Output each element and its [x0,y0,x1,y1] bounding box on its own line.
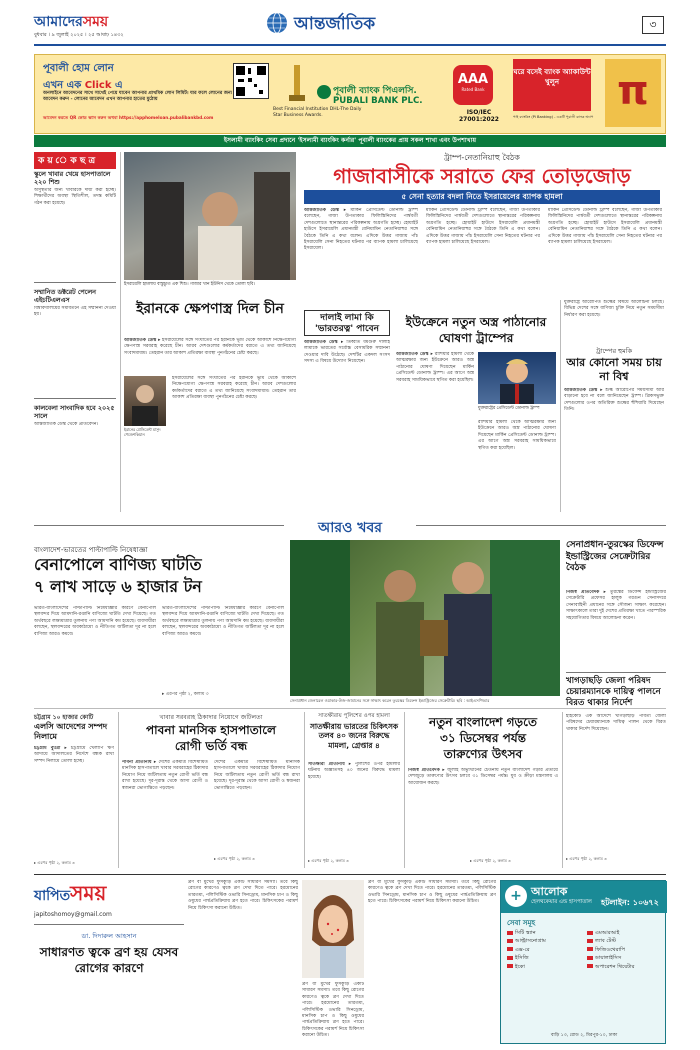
japito-panel [34,880,184,1040]
sidebar-item [34,404,116,512]
sidebar-item-body: বিশ্ববিদ্যালয়ের সমাবর্তনে এই সম্মাননা দেওয়া হয়। [34,306,116,318]
sidebar-item-title: স্কুলে খাবার খেয়ে হাসপাতালে ২২০ শিশু [34,170,111,186]
lead-body-columns [304,208,664,292]
sidebar-item-body: অসুস্থতার জন্য খাবারকে দায়ী করা হচ্ছে। শিক্ষার্থীদের অবস্থা স্থিতিশীল, তদন্ত কমিটি গঠন করা হয়েছে। [34,188,116,206]
service-item: ফিজিওথেরাপি [587,946,661,954]
section-rule-right [416,525,666,526]
award-text: Best Financial Institution DHL-The Daily Star Business Awards. [273,107,362,118]
pubali-ad[interactable] [34,54,666,134]
masthead-rule [34,44,666,46]
hospital-services-label: সেবা সমূহ [507,919,536,927]
japito-brand-b: সময় [70,881,107,905]
sidebar-label: ক য় ে ক ছ ত্র [34,152,116,169]
column-rule [304,712,305,868]
satkhira-continue[interactable]: ▸ এরপর পৃষ্ঠা ২, কলাম ৩ [308,858,349,863]
ctg-kicker: চট্টগ্রাম ১০ হাজার কোটি [34,714,94,721]
sidebar [34,152,116,512]
pi-app-icon: π [605,59,661,127]
right-body: যুক্তরাষ্ট্রে আরোপিত শুল্কের বিষয়ে আলোচনা চলছে। বিভিন্ন দেশের সঙ্গে বাণিজ্য চুক্তি নিয়ে নতুন সময়সীমা নির্ধারণ করা হয়েছে। [564,300,664,318]
right-body2: আন্তর্জাতিক ডেস্ক ▸ শুল্ক আরোপের সময়সীমা আর বাড়ানো হবে না বলে জানিয়েছেন ট্রাম্প। ব্রিকসভুক্ত দেশগুলোর ওপর অতিরিক্ত শুল্কের হুঁশিয়ারি দিয়েছেন তিনি। [564,388,664,413]
bank-name-en: PUBALI BANK PLC. [333,96,423,106]
right-kicker: ট্রাম্পের হুমকি [596,347,632,355]
ad-headline: পূবালী হোম লোন এখন এক Click এ [43,63,123,91]
pabna-body-col2: দেশের একমাত্র বিশেষায়িত মানসিক হাসপাতালে খাবার সরবরাহের ঠিকাদার নিয়োগ নিয়ে জটিলতায় নতুন রোগী ভর্তি বন্ধ রাখা হয়েছে। দূর-দূরান্ত থেকে আসা রোগী ও স্বজনরা ভোগান্তিতে পড়ছেন। [214,760,300,791]
youth-headline-b: ৩১ ডিসেম্বর পর্যন্ত [440,731,526,745]
section-2-title: আরও খবর [318,520,382,536]
column-rule [118,712,119,868]
lead-kicker: ট্রাম্প-নেতানিয়াহু বৈঠক [444,153,520,162]
pabna-headline-a: পাবনা মানসিক হাসপাতালে [146,723,276,737]
award-trophy-icon [285,61,309,103]
satkhira-body: সাতক্ষীরা প্রতিনিধি ▸ পুলিশের ওপর হামলার ঘটনায় অজ্ঞাতসহ ৪০ জনের বিরুদ্ধে মামলা হয়েছে। [308,762,400,780]
benapole-body-col2: ভারত-বাংলাদেশের পাল্টাপাল্টি নিষেধাজ্ঞার কারণে বেনাপোল স্থলবন্দর দিয়ে আমদানি-রপ্তানি বাণিজ্যে ঘাটতি দেখা দিয়েছে। গত অর্থবছরে লক্ষ্যমাত্রার তুলনায় পণ্য আমদানি কম হয়েছে। ব্যবসায়ীরা বলছেন, স্থলবন্দরের অবকাঠামো ও নীতিগত জটিলতা দূর না হলে বাণিজ্য আরও কমবে। [162,606,284,637]
japito-body-col3: ব্রণ বা মুখের ফুসকুড়ি একটি সাধারণ সমস্যা। তবে কিছু রোগের কারণেও ত্বকে ব্রণ দেখা দিতে পারে। হরমোনের তারতম্য, পলিসিস্টিক ওভারি সিনড্রোম, মানসিক চাপ ও কিছু ওষুধের পার্শ্বপ্রতিক্রিয়ায় ব্রণ হতে পারে। চিকিৎসকের পরামর্শ নিয়ে চিকিৎসা করানো উচিত। [302,982,364,1039]
logo-prefix: আমাদের [34,14,83,30]
youth-headline-a: নতুন বাংলাদেশ গড়তে [429,715,537,729]
japito-body: ব্রণ বা মুখের ফুসকুড়ি একটি সাধারণ সমস্যা। তবে কিছু রোগের কারণেও ত্বকে ব্রণ দেখা দিতে পারে। হরমোনের তারতম্য, পলিসিস্টিক ওভারি সিনড্রোম, মানসিক চাপ ও কিছু ওষুধের পার্শ্বপ্রতিক্রিয়ায় ব্রণ হতে পারে। চিকিৎসকের পরামর্শ নিয়ে চিকিৎসা করানো উচিত। [188,880,298,911]
japito-brand [34,880,184,909]
japito-illustration [302,880,364,978]
satkhira-headline: সাতক্ষীরায় ভারতের চিকিৎসক তলব ৪০ জনের বিরুদ্ধে মামলা, গ্রেপ্তার ৪ [309,722,399,750]
khagra-continue[interactable]: ▸ এরপর পৃষ্ঠা ২, কলাম ৩ [566,856,607,861]
ukraine-body-col2: রাশিয়ার হামলা থেকে আত্মরক্ষার জন্য ইউক্রেনে আরও অস্ত্র পাঠানোর ঘোষণা দিয়েছেন মার্কিন প্রেসিডেন্ট ডোনাল্ড ট্রাম্প। এর আগে অস্ত্র সরবরাহ সাময়িকভাবে স্থগিত করা হয়েছিল। [478,420,556,451]
logo-suffix: সময় [82,14,109,30]
ukraine-photo [478,352,556,404]
army-body: নিজস্ব প্রতিবেদক ▸ তুরস্কের ডিফেন্স ইন্ডাস্ট্রিজের সেক্রেটারি প্রফেসর হালুক গরগুন সেনাসদরে সেনাবাহিনী প্রধানের সঙ্গে সৌজন্য সাক্ষাৎ করেছেন। সাক্ষাৎকালে তারা দুই দেশের প্রতিরক্ষা খাতে পারস্পরিক সহযোগিতার বিষয়ে আলোচনা করেন। [566,590,666,621]
lead-photo [124,152,296,280]
japito-divider [34,924,184,925]
lead-body: মার্কিন প্রেসিডেন্ট ডোনাল্ড ট্রাম্প বলেছেন, গাজা উপত্যকার ফিলিস্তিনিদের পার্শ্ববর্তী দেশগুলোতে স্থানান্তরের পরিকল্পনায় অগ্রগতি হচ্ছে। হোয়াইট হাউসে ইসরায়েলি প্রধানমন্ত্রী বেনিয়ামিন নেতানিয়াহুর সঙ্গে বৈঠকে তিনি এ কথা বলেন। এদিকে উত্তর গাজায় পাঁচ ইসরায়েলি সেনা নিহতের ঘটনার পর ব্যাপক হামলা চালিয়েছে ইসরায়েল। [304,208,418,252]
dalai-headline: দালাই লামা কি 'ভারতরত্ন' পাবেন [304,310,390,336]
japito-author: ডা. দিদারুল আহসান [81,932,137,940]
column-rule [120,152,121,512]
hospital-hotline: হটলাইন: ১০৬৭২ [601,898,659,907]
china-body-col2: ইসরায়েলের সঙ্গে সংঘাতের পর ইরানকে ভূমি থেকে আকাশে নিক্ষেপযোগ্য ক্ষেপণাস্ত্র সরবরাহ করেছে চীন। আরব দেশগুলোর কর্মকর্তাদের বরাতে এ তথ্য জানিয়েছে সংবাদমাধ্যম। তেহরান তার আকাশ প্রতিরক্ষা ব্যবস্থা পুনর্গঠনের চেষ্টা করছে। [172,376,296,401]
sidebar-divider [34,282,116,283]
lead-photo-caption: ইসরায়েলি হামলায় বাস্তুচ্যুত এক শিশু। গাজার খান ইউনিস থেকে তোলা ছবি। [124,282,255,287]
column-rule [404,712,405,868]
ad-ticker: ইসলামী ব্যাংকিং সেবা প্রদানে 'ইসলামী ব্যাংকিং কর্নার' পূবালী ব্যাংকের প্রায় সকল শাখা এবং উপশাখায় [34,135,666,147]
pabna-continue[interactable]: ▸ এরপর পৃষ্ঠা ২, কলাম ৩ [214,856,255,861]
service-item: অপারেশন থিয়েটার [587,963,661,971]
japito-email[interactable]: japitoshomoy@gmail.com [34,911,112,918]
row-rule [34,708,666,709]
ad-url[interactable]: আবেদন করতে QR কোড স্ক্যান করুন অথবা https://apphomeloan.pubalibankbd.com [43,115,214,120]
rating-badge: AAA Rated Bank [453,65,493,105]
army-photo [290,540,560,696]
service-item: সিটি স্ক্যান [507,929,581,937]
china-photo [124,376,166,426]
youth-body: নিজস্ব প্রতিবেদক ▸ জুলাই অভ্যুত্থানের চেতনায় নতুন বাংলাদেশ গড়ার প্রত্যয়ে দেশজুড়ে তারুণ্যের উৎসব চলবে ৩১ ডিসেম্বর পর্যন্ত। যুব ও ক্রীড়া মন্ত্রণালয় এ আয়োজন করছে। [408,768,558,786]
japito-brand-a: যাপিত [34,888,71,904]
sidebar-item [34,288,116,400]
benapole-kicker: বাংলাদেশ-ভারতের পাল্টাপাল্টি নিষেধাজ্ঞা [34,546,148,554]
lead-headline: গাজাবাসীকে সরাতে ফের তোড়জোড় [333,164,631,188]
page-number: ৩ [642,16,664,34]
ctg-headline: এলসি আদেশের সম্পদ নিলামে [34,722,108,741]
lead-body-col3: মার্কিন প্রেসিডেন্ট ডোনাল্ড ট্রাম্প বলেছেন, গাজা উপত্যকার ফিলিস্তিনিদের পার্শ্ববর্তী দেশগুলোতে স্থানান্তরের পরিকল্পনায় অগ্রগতি হচ্ছে। হোয়াইট হাউসে ইসরায়েলি প্রধানমন্ত্রী বেনিয়ামিন নেতানিয়াহুর সঙ্গে বৈঠকে তিনি এ কথা বলেন। এদিকে উত্তর গাজায় পাঁচ ইসরায়েলি সেনা নিহতের ঘটনার পর ব্যাপক হামলা চালিয়েছে ইসরায়েল। [548,208,662,246]
dateline: বুধবার । ৯ জুলাই ২০২৫ । ২৫ আষাঢ় ১৪৩২ [34,32,124,38]
pabna-body: পাবনা প্রতিনিধি ▸ দেশের একমাত্র বিশেষায়িত মানসিক হাসপাতালে খাবার সরবরাহের ঠিকাদার নিয়োগ নিয়ে জটিলতায় নতুন রোগী ভর্তি বন্ধ রাখা হয়েছে। দূর-দূরান্ত থেকে আসা রোগী ও স্বজনরা ভোগান্তিতে পড়ছেন। [122,760,208,791]
masthead [0,0,700,48]
ukraine-headline: ইউক্রেনে নতুন অস্ত্র পাঠানোর ঘোষণা ট্রাম্পের [405,315,547,345]
article-divider [566,672,666,673]
service-item: ল্যাব টেস্ট [587,937,661,945]
pabna-kicker: খাবার সরবরাহ ঠিকাদার নিয়োগে জটিলতা [159,714,263,721]
right-headline: আর কোনো সময় চায় না বিশ্ব [566,356,662,383]
hospital-subtitle: হেলথকেয়ার এন্ড হাসপাতাল [531,899,592,905]
lead-body-col2: মার্কিন প্রেসিডেন্ট ডোনাল্ড ট্রাম্প বলেছেন, গাজা উপত্যকার ফিলিস্তিনিদের পার্শ্ববর্তী দেশগুলোতে স্থানান্তরের পরিকল্পনায় অগ্রগতি হচ্ছে। হোয়াইট হাউসে ইসরায়েলি প্রধানমন্ত্রী বেনিয়ামিন নেতানিয়াহুর সঙ্গে বৈঠকে তিনি এ কথা বলেন। এদিকে উত্তর গাজায় পাঁচ ইসরায়েলি সেনা নিহতের ঘটনার পর ব্যাপক হামলা চালিয়েছে ইসরায়েল। [426,208,540,246]
benapole-headline-b: ৭ লাখ সাড়ে ৬ হাজার টন [34,577,202,596]
ad-body: অনলাইনে আবেদনের সাথে সাথেই পেয়ে যাবেন আপনার প্রাথমিক লোন লিমিট। যার ফলে লোনের জন্য আবেদন করুন - লোনের আবেদন এখন আপনার হাতের মুঠোয় [43,91,233,102]
sidebar-item-title: কালবেলা সাংবাদিক হবে ২০২৫ সালে [34,404,115,420]
qr-code-icon[interactable] [233,63,269,99]
china-headline: ইরানকে ক্ষেপণাস্ত্র দিল চীন [136,301,284,317]
hospital-ad[interactable] [500,880,666,1044]
bank-logo-icon [317,85,331,99]
sidebar-item [34,170,116,274]
service-item: ইসিজি [507,954,581,962]
pi-label: পাই ব্যাংকিং (Pi Banking) - একটি পূবালী ব্যাংক অ্যাপ [513,115,594,119]
hospital-name: আলোক [531,885,568,898]
youth-headline-c: তারুণ্যের উৎসব [443,747,523,761]
hospital-address: বাড়ি ১৩, রোড ২, মিরপুর-১০, ঢাকা [550,1033,618,1038]
column-rule [560,300,561,512]
dalai-body: আন্তর্জাতিক ডেস্ক ▸ তিব্বতি ধর্মগুরু দালাই লামাকে ভারতের সর্বোচ্চ বেসামরিক সম্মাননা দেওয়ার দাবি উঠেছে। দেশটির একদল সংসদ সদস্য এ বিষয়ে উদ্যোগ নিয়েছেন। [304,340,390,365]
japito-headline: সাধারণত ত্বকে ব্রণ হয় যেসব রোগের কারণে [39,945,179,975]
pabna-headline-b: রোগী ভর্তি বন্ধ [174,739,248,753]
khagra-headline: খাগড়াছড়ি জেলা পরিষদ চেয়ারম্যানকে দায়িত্ব পালনে বিরত থাকার নির্দেশ [566,676,661,708]
benapole-headline-a: বেনাপোলে বাণিজ্য ঘাটতি [34,555,202,574]
service-item: এমআরআই [587,929,661,937]
khagra-body: হাইকোর্ট এক আদেশে খাগড়াছড়ি পার্বত্য জেলা পরিষদের চেয়ারম্যানকে দায়িত্ব পালন থেকে বিরত থাকার নির্দেশ দিয়েছেন। [566,714,666,732]
sidebar-divider [34,398,116,399]
logo [34,10,108,34]
iso-text: ISO/IEC 27001:2022 [459,109,499,123]
globe-icon [266,12,288,34]
japito-body-col4: ব্রণ বা মুখের ফুসকুড়ি একটি সাধারণ সমস্যা। তবে কিছু রোগের কারণেও ত্বকে ব্রণ দেখা দিতে পারে। হরমোনের তারতম্য, পলিসিস্টিক ওভারি সিনড্রোম, মানসিক চাপ ও কিছু ওষুধের পার্শ্বপ্রতিক্রিয়ায় ব্রণ হতে পারে। চিকিৎসকের পরামর্শ নিয়ে চিকিৎসা করানো উচিত। [368,880,496,905]
benapole-body: ভারত-বাংলাদেশের পাল্টাপাল্টি নিষেধাজ্ঞার কারণে বেনাপোল স্থলবন্দর দিয়ে আমদানি-রপ্তানি বাণিজ্যে ঘাটতি দেখা দিয়েছে। গত অর্থবছরে লক্ষ্যমাত্রার তুলনায় পণ্য আমদানি কম হয়েছে। ব্যবসায়ীরা বলছেন, স্থলবন্দরের অবকাঠামো ও নীতিগত জটিলতা দূর না হলে বাণিজ্য আরও কমবে। [34,606,156,637]
service-item: ইকো [507,963,581,971]
row-rule [34,874,666,875]
benapole-continue[interactable]: ▸ এরপর পৃষ্ঠা ২, কলাম ৩ [162,692,209,697]
service-item: এক্স-রে [507,946,581,954]
section-title: আন্তর্জাতিক [294,14,376,34]
column-rule [562,712,563,868]
lead-subhead: ৫ সেনা হত্যার বদলা নিতে ইসরায়েলের ব্যাপক হামলা [304,190,660,204]
bank-name-bn: পূবালী ব্যাংক পিএলসি. [333,86,417,96]
ukraine-body: আন্তর্জাতিক ডেস্ক ▸ রাশিয়ার হামলা থেকে আত্মরক্ষার জন্য ইউক্রেনে আরও অস্ত্র পাঠানোর ঘোষণা দিয়েছেন মার্কিন প্রেসিডেন্ট ডোনাল্ড ট্রাম্প। এর আগে অস্ত্র সরবরাহ সাময়িকভাবে স্থগিত করা হয়েছিল। [396,352,474,383]
hospital-services [507,929,661,971]
ctg-body: চট্টগ্রাম ব্যুরো ▸ চট্টগ্রামে খেলাপি ঋণ আদায়ে আদালতের নির্দেশে বন্ধক রাখা সম্পদ নিলামে তোলা হচ্ছে। [34,746,114,764]
ukraine-photo-caption: যুক্তরাষ্ট্রের প্রেসিডেন্ট ডোনাল্ড ট্রাম্প [478,406,540,411]
satkhira-kicker: সাতক্ষীরায় পুলিশের ওপর হামলা [318,713,390,719]
section-rule-left [34,525,284,526]
lead-desk: আন্তর্জাতিক ডেস্ক ▸ [304,208,346,213]
china-body: আন্তর্জাতিক ডেস্ক ▸ ইসরায়েলের সঙ্গে সংঘাতের পর ইরানকে ভূমি থেকে আকাশে নিক্ষেপযোগ্য ক্ষেপণাস্ত্র সরবরাহ করেছে চীন। আরব দেশগুলোর কর্মকর্তাদের বরাতে এ তথ্য জানিয়েছে সংবাদমাধ্যম। তেহরান তার আকাশ প্রতিরক্ষা ব্যবস্থা পুনর্গঠনের চেষ্টা করছে। [124,338,296,356]
china-photo-caption: ইরানের প্রেসিডেন্ট মাসুদ পেজেশকিয়ান [124,427,161,437]
ctg-continue[interactable]: ▸ এরপর পৃষ্ঠা ২, কলাম ৩ [34,860,75,865]
service-item: ডায়ালাইসিস [587,954,661,962]
sidebar-item-body: আন্তর্জাতিক ডেস্ক থেকে প্রতিবেদন। [34,422,99,427]
youth-continue[interactable]: ▸ এরপর পৃষ্ঠা ২, কলাম ৩ [470,858,511,863]
hospital-logo-icon: + [505,885,527,907]
service-item: আল্ট্রাসনোগ্রাম [507,937,581,945]
ad-tagline: ঘরে বসেই ব্যাংক অ্যাকাউন্ট খুলুন [513,59,591,111]
army-headline: সেনাপ্রধান-তুরস্কের ডিফেন্স ইন্ডাস্ট্রিজের সেক্রেটারির বৈঠক [566,540,664,573]
army-photo-caption: সেনাপ্রধান জেনারেল ওয়াকার-উজ-জামানের সঙ্গে সাক্ষাৎ করেন তুরস্কের ডিফেন্স ইন্ডাস্ট্রিজের সেক্রেটারি। ছবি : আইএসপিআর [290,698,490,703]
sidebar-item-title: সম্মানিত ডক্টরেট পেলেন এইচটিএলএস [34,288,96,304]
